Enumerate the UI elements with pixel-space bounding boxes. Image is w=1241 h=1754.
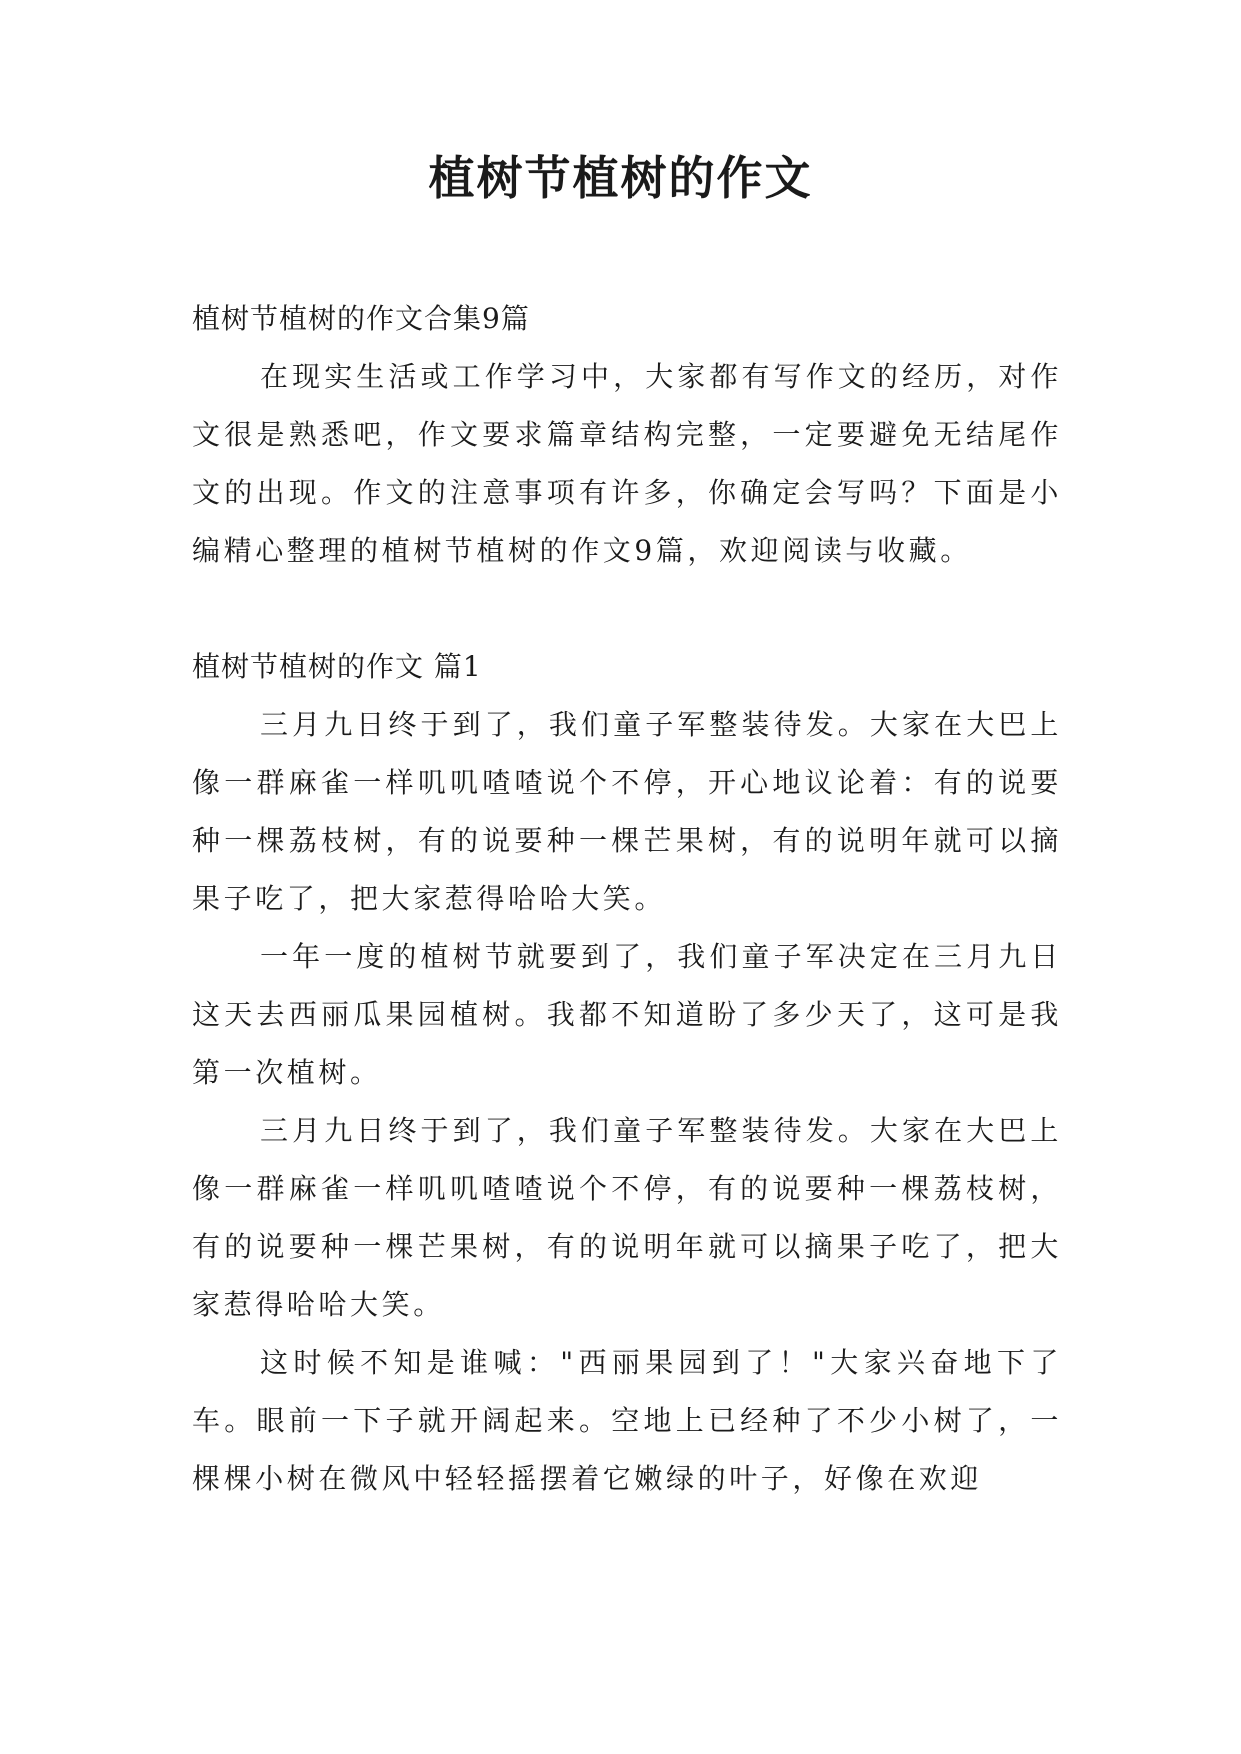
document-title: 植树节植树的作文 [428, 151, 813, 205]
paragraph: 一年一度的植树节就要到了，我们童子军决定在三月九日这天去西丽瓜果园植树。我都不知道盼了多少天了，这可是我第一次植树。 [192, 940, 1062, 1089]
section-heading-1: 植树节植树的作文 篇1 [192, 650, 482, 683]
intro-paragraph: 在现实生活或工作学习中，大家都有写作文的经历，对作文很是熟悉吧，作文要求篇章结构完整，一定要避免无结尾作文的出现。作文的注意事项有许多，你确定会写吗？下面是小编精心整理的植树节植树的作文9篇，欢迎阅读与收藏。 [192, 360, 1062, 567]
section-gap [192, 580, 1062, 638]
paragraph: 这时候不知是谁喊："西丽果园到了！"大家兴奋地下了车。眼前一下子就开阔起来。空地上已经种了不少小树了，一棵棵小树在微风中轻轻摇摆着它嫩绿的叶子，好像在欢迎 [192, 1346, 1062, 1495]
paragraph: 三月九日终于到了，我们童子军整装待发。大家在大巴上像一群麻雀一样叽叽喳喳说个不停，开心地议论着：有的说要种一棵荔枝树，有的说要种一棵芒果树，有的说明年就可以摘果子吃了，把大家惹得哈哈大笑。 [192, 708, 1062, 915]
collection-subtitle: 植树节植树的作文合集9篇 [192, 302, 530, 335]
document-body [192, 290, 1062, 1508]
paragraph: 三月九日终于到了，我们童子军整装待发。大家在大巴上像一群麻雀一样叽叽喳喳说个不停，有的说要种一棵荔枝树，有的说要种一棵芒果树，有的说明年就可以摘果子吃了，把大家惹得哈哈大笑。 [192, 1114, 1062, 1321]
